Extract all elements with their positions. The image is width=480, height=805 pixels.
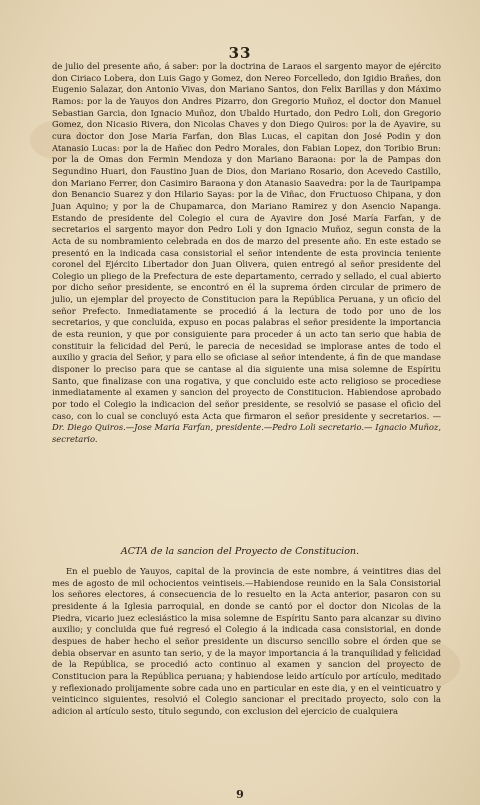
page-number: 33 xyxy=(228,44,252,62)
paragraph-constitution-sanction: En el pueblo de Yauyos, capital de la provincia de este nombre, á veintitres dias del mes de agosto de mil ochocientos veintiseis.—Habiendose reunido en la Sala Consistorial los señores electores, á consecuencia de lo resuelto en la Acta anterior, pasaron con su presidente á la Iglesia parroquial, en donde se cantó por el doctor don Nicolas de la Piedra, vicario juez eclesiástico la misa solemne de Espíritu Santo para alcanzar su divino auxilio; y concluida que fué regresó el Colegio á la indicada casa consistorial, en donde despues de haber hecho el señor presidente un discurso sencillo sobre el órden que se debia observar en asunto tan serio, y de la mayor importancia á la tranquilidad y felicidad de la República, se procedió acto continuo al examen y sancion del proyecto de Constitucion para la República peruana; y habiendose leido artículo por artículo, meditado y reflexionado prolijamente sobre cada uno en particular en este dia, y en el veinticuatro y veinticinco siguientes, resolvió el Colegio sancionar el precitado proyecto, solo con la adicion al artículo sesto, título segundo, con exclusion del ejercicio de cualquiera xyxy=(52,566,441,716)
signature-mark: 9 xyxy=(236,788,244,801)
section-title: ACTA de la sancion del Proyecto de Constitucion. xyxy=(120,546,360,557)
signature-line: Dr. Diego Quiros.—Jose Maria Farfan, presidente.—Pedro Loli secretario.— Ignacio Muñoz, secretario. xyxy=(52,422,441,444)
paragraph-minutes-election: de julio del presente año, á saber: por la doctrina de Laraos el sargento mayor de ejército don Ciriaco Lobera, don Luis Gago y Gomez, don Nereo Forcelledo, don Igidio Brañes, don Eugenio Salazar, don Antonio Vivas, don Mariano Santos, don Felix Barillas y don Máximo Ramos: por la de Yauyos don Andres Pizarro, don Gregorio Muñoz, el doctor don Manuel Sebastian Garcia, don Ignacio Muñoz, don Ubaldo Hurtado, don Pedro Loli, don Gregorio Gomez, don Nicasio Rivera, don Nicolas Chaves y don Diego Quiros: por la de Ayavire, su cura doctor don Jose Maria Farfan, don Blas Lucas, el capitan don José Podin y don Atanasio Lucas: por la de Hañec don Pedro Morales, don Fabian Lopez, don Toribio Brun: por la de Omas don Fermin Mendoza y don Mariano Baraona: por la de Pampas don Segundino Huari, don Faustino Juan de Dios, don Mariano Rosario, don Acevedo Castillo, don Mariano Ferrer, don Casimiro Baraona y don Atanasio Saavedra: por la de Tauripampa don Benancio Suarez y don Hilario Sayas: por la de Viñac, don Fructuoso Chipana, y don Juan Aquino; y por la de Chupamarca, don Mariano Ramirez y don Asencio Napanga. Estando de presidente del Colegio el cura de Ayavire don José María Farfan, y de secretarios el sargento mayor don Pedro Loli y don Ignacio Muñoz, segun consta de la Acta de su nombramiento celebrada en dos de marzo del presente año. En este estado se presentó en la indicada casa consistorial el señor intendente de esta provincia teniente coronel del Ejército Libertador don Juan Olivera, quien entregó al señor presidente del Colegio un pliego de la Prefectura de este departamento, cerrado y sellado, el cual abierto por dicho señor presidente, se encontró en él la suprema órden circular de primero de julio, un ejemplar del proyecto de Constitucion para la República Peruana, y un oficio del señor Prefecto. Inmediatamente se procedió á la lectura de todo por uno de los secretarios, y que concluida, expuso en pocas palabras el señor presidente la importancia de esta reunion, y que por consiguiente para proceder á un acto tan serio que habia de constituir la felicidad del Perú, le parecia de necesidad se implorase antes de todo el auxilio y gracia del Señor, y para ello se oficiase al señor intendente, á fin de que mandase disponer lo preciso para que se cantase al dia siguiente una misa solemne de Espíritu Santo, que finalizase con una rogativa, y que concluido este acto religioso se procediese inmediatamente al examen y sancion del proyecto de Constitucion. Habiendose aprobado por todo el Colegio la indicacion del señor presidente, se resolvió se pasase el oficio del caso, con lo cual se concluyó esta Acta que firmaron el señor presidente y secretarios. — Dr. Diego Quiros.—Jose Maria Farfan, presidente.—Pedro Loli secretario.— Ignacio Muñoz, secretario. xyxy=(52,61,441,444)
